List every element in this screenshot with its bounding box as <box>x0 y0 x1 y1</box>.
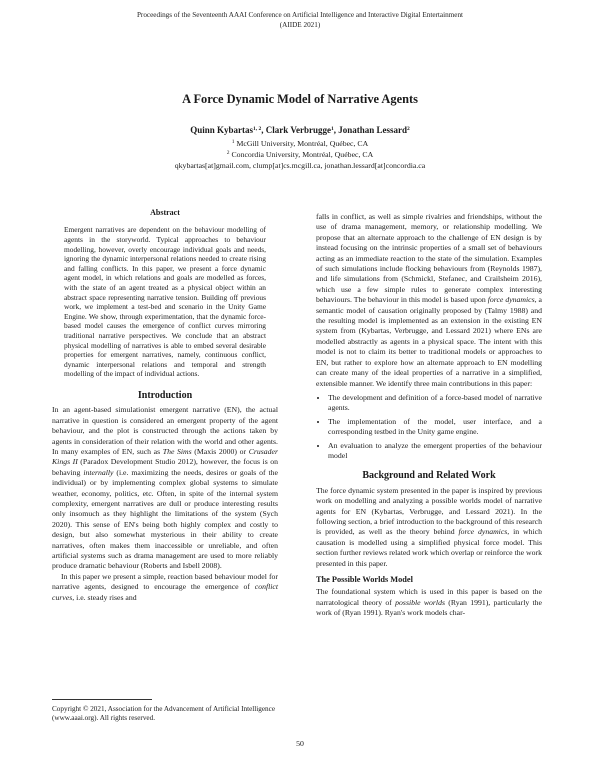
page-number: 50 <box>296 739 304 748</box>
header-line-2: (AIIDE 2021) <box>279 20 321 29</box>
background-paragraph-1 <box>316 486 542 569</box>
author-3-sup: 2 <box>407 126 410 132</box>
possible-worlds-heading: The Possible Worlds Model <box>316 575 413 584</box>
affiliations <box>0 138 600 171</box>
contribution-list <box>316 393 542 461</box>
proceedings-header <box>0 11 600 30</box>
affiliation-1-sup: 1 <box>231 139 235 145</box>
paper-title: A Force Dynamic Model of Narrative Agents <box>182 92 418 106</box>
author-3: , Jonathan Lessard <box>333 125 408 135</box>
intro-p1-d: (i.e. maximizing the needs, desires or goals of the individual) or by implementing complex global systems to simulate weather, economy, politics, etc. Often, in spite of the internal system complexity, emergent narratives are dull or produce interesting results only insomuch as they highlight the limitations of the system (Sych 2020). This sense of EN's being both highly complex and costly to design, but also somewhat mysterious in their ability to create narratives, often makes them inaccessible or unreliable, and often artificial systems such as drama management are used to more reliably produce dramatic behaviour (Roberts and Isbell 2008). <box>52 467 278 571</box>
pw-p1-a: The foundational system which is used in this paper is based on the narratological theory of <box>316 587 542 607</box>
intro-p1-b: (Maxis 2000) or <box>191 446 249 456</box>
introduction-heading: Introduction <box>137 389 193 401</box>
intro-p2-a: In this paper we present a simple, reaction based behaviour model for narrative agents, designed to encourage the emergence of <box>52 571 278 592</box>
author-2: , Clark Verbrugge <box>261 125 331 135</box>
copyright-footnote <box>52 699 278 723</box>
bg-p1-a: The force dynamic system presented in the paper is inspired by previous work on modelling and analyzing a possible worlds model of narrative agents for EN (Kybartas, Verbrugge, and Lessard 2021). In the following section, a brief introduction to the background of this research is provided, as well as the theory behind <box>316 485 542 537</box>
header-line-1: Proceedings of the Seventeenth AAAI Conference on Artificial Intelligence and Interactive Digital Entertainment <box>136 11 464 19</box>
affiliation-2 <box>0 149 600 160</box>
bg-p1-force-dynamics: force dynamics <box>458 527 508 537</box>
affiliation-1-text: McGill University, Montréal, Québec, CA <box>234 139 369 148</box>
author-1: Quinn Kybartas <box>190 125 253 135</box>
copyright-text: Copyright © 2021, Association for the Advancement of Artificial Intelligence (www.aaai.org). All rights reserved. <box>52 705 276 722</box>
author-2-sup: 1 <box>331 126 334 132</box>
right-p1-b: , a semantic model of causation originally proposed by (Talmy 1988) and the resulting model is implemented as an extension in the existing EN system from (Kybartas, Verbrugge, and Lessard 2021) where ENs are modelled abstractly as agents in a physical space. The intent with this model is not to claim its better to traditional models or approaches to EN, but rather to explore how an alternate approach to EN modelling can create many of the ideal properties of a narrative in a simplified, extensible manner. We identify three main contributions in this paper: <box>316 295 542 388</box>
right-column <box>316 212 542 619</box>
abstract-heading: Abstract <box>150 208 180 217</box>
background-heading: Background and Related Work <box>362 470 496 482</box>
author-emails: qkybartas[at]gmail.com, clump[at]cs.mcgill.ca, jonathan.lessard[at]concordia.ca <box>174 161 426 170</box>
possible-worlds-paragraph-1 <box>316 587 542 618</box>
intro-paragraph-2 <box>52 572 278 603</box>
author-1-sup: 1, 2 <box>253 126 262 132</box>
author-list <box>0 125 600 135</box>
intro-paragraph-1 <box>52 405 278 572</box>
affiliation-1 <box>0 138 600 149</box>
intro-p1-sims: The Sims <box>162 446 192 456</box>
contribution-item-3: • An evaluation to analyze the emergent properties of the behaviour model <box>328 441 542 462</box>
footnote-rule <box>52 699 152 700</box>
intro-p1-c: (Paradox Development Studio 2012), however, the focus is on behaving <box>52 457 278 477</box>
contribution-item-1: • The development and definition of a force-based model of narrative agents. <box>328 393 542 414</box>
intro-p2-conflict-curves: conflict curves <box>52 582 278 602</box>
abstract-text: Emergent narratives are dependent on the behaviour modelling of agents in the storyworld. Typical approaches to behaviour modelling, however, overly encourage individual goals and needs, ignoring the dynamic interpersonal relations needed to create rising and falling conflicts. In this paper, we present a force dynamic agent model, in which relations and goals are modelled as forces, with the state of an agent treated as a physical object within an abstract space representing narrative tension. Building off previous work, we implement a test-bed and scenario in the Unity Game Engine. We show, through experimentation, that the dynamic force-based model causes the emergence of conflict curves mirroring traditional narrative perspectives. We conclude that an abstract physical modelling of narratives is able to embed several desirable properties for emergent narratives, namely, continuous conflict, dynamic interpersonal relations and temporal and strength modelling of the impact of individual actions. <box>64 225 266 379</box>
left-column <box>52 208 278 603</box>
right-paragraph-1 <box>316 212 542 389</box>
affiliation-2-text: Concordia University, Montréal, Québec, CA <box>229 150 374 159</box>
contribution-item-2: • The implementation of the model, user interface, and a corresponding testbed in the Unity game engine. <box>328 417 542 438</box>
bg-p1-b: , in which causation is modelled using a simplified physical force model. This section further reviews related work which overlap or reinforce the work presented in this paper. <box>316 527 542 568</box>
right-p1-force-dynamics: force dynamics <box>487 295 535 305</box>
affiliation-2-sup: 2 <box>226 150 230 156</box>
right-p1-a: falls in conflict, as well as simple rivalries and friendships, without the use of drama management, memory, or relationship modelling. We propose that an alternate approach to the challenge of EN design is by instead focusing on the intrinsic properties of a small set of behaviours acting as an immediate reaction to the state of the simulation. Examples of such simulations include flocking behaviours from (Reynolds 1987), and life simulations from (Schmickl, Stefanec, and Crailsheim 2016), which use a few simple rules to generate complex interesting behaviours. The behaviour in this model is based upon <box>316 212 542 305</box>
intro-p1-ck: Crusader Kings II <box>52 446 278 467</box>
intro-p1-a: In an agent-based simulationist emergent narrative (EN), the actual narrative in question is considered an emergent property of the agent behaviour, and the plot is constructed through the actions taken by agents in consideration of their relation with the world and other agents. In many examples of EN, such as <box>52 405 278 456</box>
pw-p1-possible-worlds: possible worlds <box>395 597 445 607</box>
pw-p1-b: (Ryan 1991), particularly the work of (Ryan 1991). Ryan's work models char- <box>316 597 542 618</box>
intro-p2-b: , i.e. steady rises and <box>72 592 137 602</box>
intro-p1-internally: internally <box>83 467 114 477</box>
